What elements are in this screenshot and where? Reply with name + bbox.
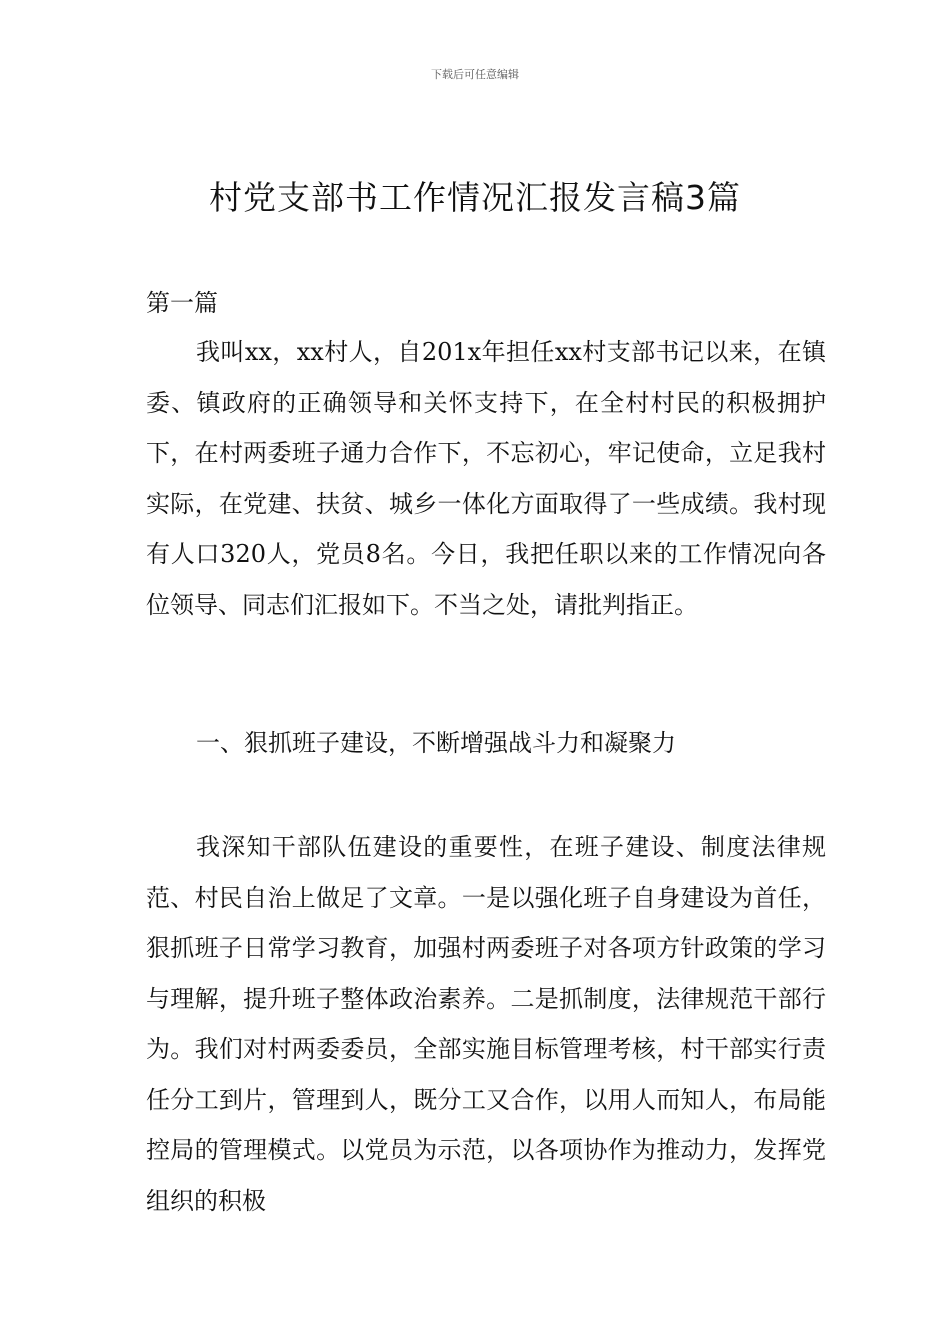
section-label: 第一篇 [146,289,218,317]
body-paragraph: 我深知干部队伍建设的重要性，在班子建设、制度法律规范、村民自治上做足了文章。一是以强化班子自身建设为首任，狠抓班子日常学习教育，加强村两委班子对各项方针政策的学习与理解，提升班子整体政治素养。二是抓制度，法律规范干部行为。我们对村两委委员，全部实施目标管理考核，村干部实行责任分工到片，管理到人，既分工又合作，以用人而知人，布局能控局的管理模式。以党员为示范，以各项协作为推动力，发挥党组织的积极 [146,833,826,1215]
section-heading: 一、狠抓班子建设，不断增强战斗力和凝聚力 [196,729,676,757]
intro-paragraph: 我叫xx，xx村人，自201x年担任xx村支部书记以来，在镇委、镇政府的正确领导和关怀支持下，在全村村民的积极拥护下，在村两委班子通力合作下，不忘初心，牢记使命，立足我村实际，在党建、扶贫、城乡一体化方面取得了一些成绩。我村现有人口320人，党员8名。今日，我把任职以来的工作情况向各位领导、同志们汇报如下。不当之处，请批判指正。 [146,338,826,619]
header-note: 下载后可任意编辑 [431,68,519,81]
document-title: 村党支部书工作情况汇报发言稿3篇 [209,178,741,217]
